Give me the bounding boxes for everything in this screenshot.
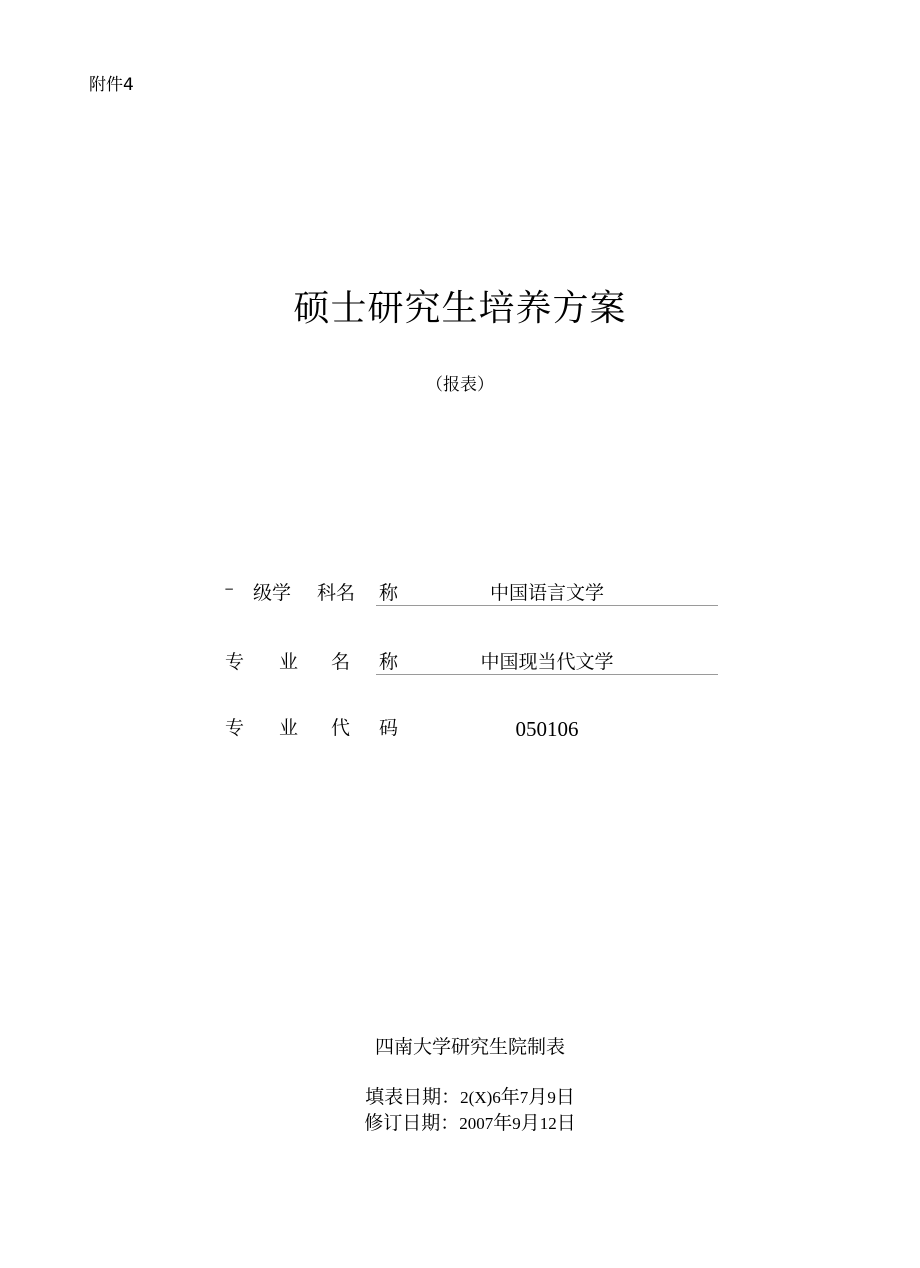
fill-date-year-char: 年: [500, 1086, 520, 1108]
revise-date-day-char: 日: [556, 1112, 576, 1134]
document-subtitle: （报表）: [426, 375, 494, 395]
major-code-label-part-2: 业: [279, 717, 299, 739]
major-name-label-part-4: 称: [379, 651, 399, 673]
revise-date-year-char: 年: [493, 1112, 513, 1134]
major-name-value: 中国现当代文学: [376, 649, 718, 675]
major-code-label-part-3: 代: [331, 717, 351, 739]
major-code-value: 050106: [515, 717, 579, 741]
fill-date-month: 7: [519, 1088, 529, 1107]
fill-date-line: [0, 1085, 920, 1110]
discipline-label-part-2: 科名: [317, 582, 356, 604]
issuer-line: 四南大学研究生院制表: [374, 1036, 565, 1058]
fill-date-day: 9: [547, 1088, 556, 1107]
major-code-label-part-1: 专: [225, 717, 245, 739]
discipline-value: 中国语言文学: [376, 580, 718, 606]
discipline-label-part-1: 级学: [253, 582, 292, 604]
revise-date-year: 2007: [459, 1114, 494, 1133]
document-title: 硕士研究生培养方案: [293, 288, 627, 329]
major-name-label-part-1: 专: [225, 651, 245, 673]
discipline-label-dash: −: [224, 582, 235, 596]
field-row-major-name: [222, 649, 718, 677]
discipline-label-part-3: 称: [379, 582, 399, 604]
revise-date-day: 12: [539, 1114, 557, 1133]
revise-date-month-char: 月: [520, 1112, 540, 1134]
field-row-discipline: [222, 580, 718, 608]
attachment-label: 附件4: [89, 75, 134, 95]
fill-date-label: 填表日期：: [365, 1086, 461, 1108]
fill-date-month-char: 月: [528, 1086, 548, 1108]
fill-date-year: 2(X)6: [460, 1088, 501, 1107]
field-row-major-code: [222, 715, 718, 743]
revise-date-line: [0, 1111, 920, 1136]
major-code-label-part-4: 码: [379, 717, 399, 739]
revise-date-label: 修订日期：: [364, 1112, 460, 1134]
fill-date-day-char: 日: [555, 1086, 575, 1108]
revise-date-month: 9: [512, 1114, 521, 1133]
major-name-label-part-2: 业: [279, 651, 299, 673]
major-name-label-part-3: 名: [331, 651, 351, 673]
